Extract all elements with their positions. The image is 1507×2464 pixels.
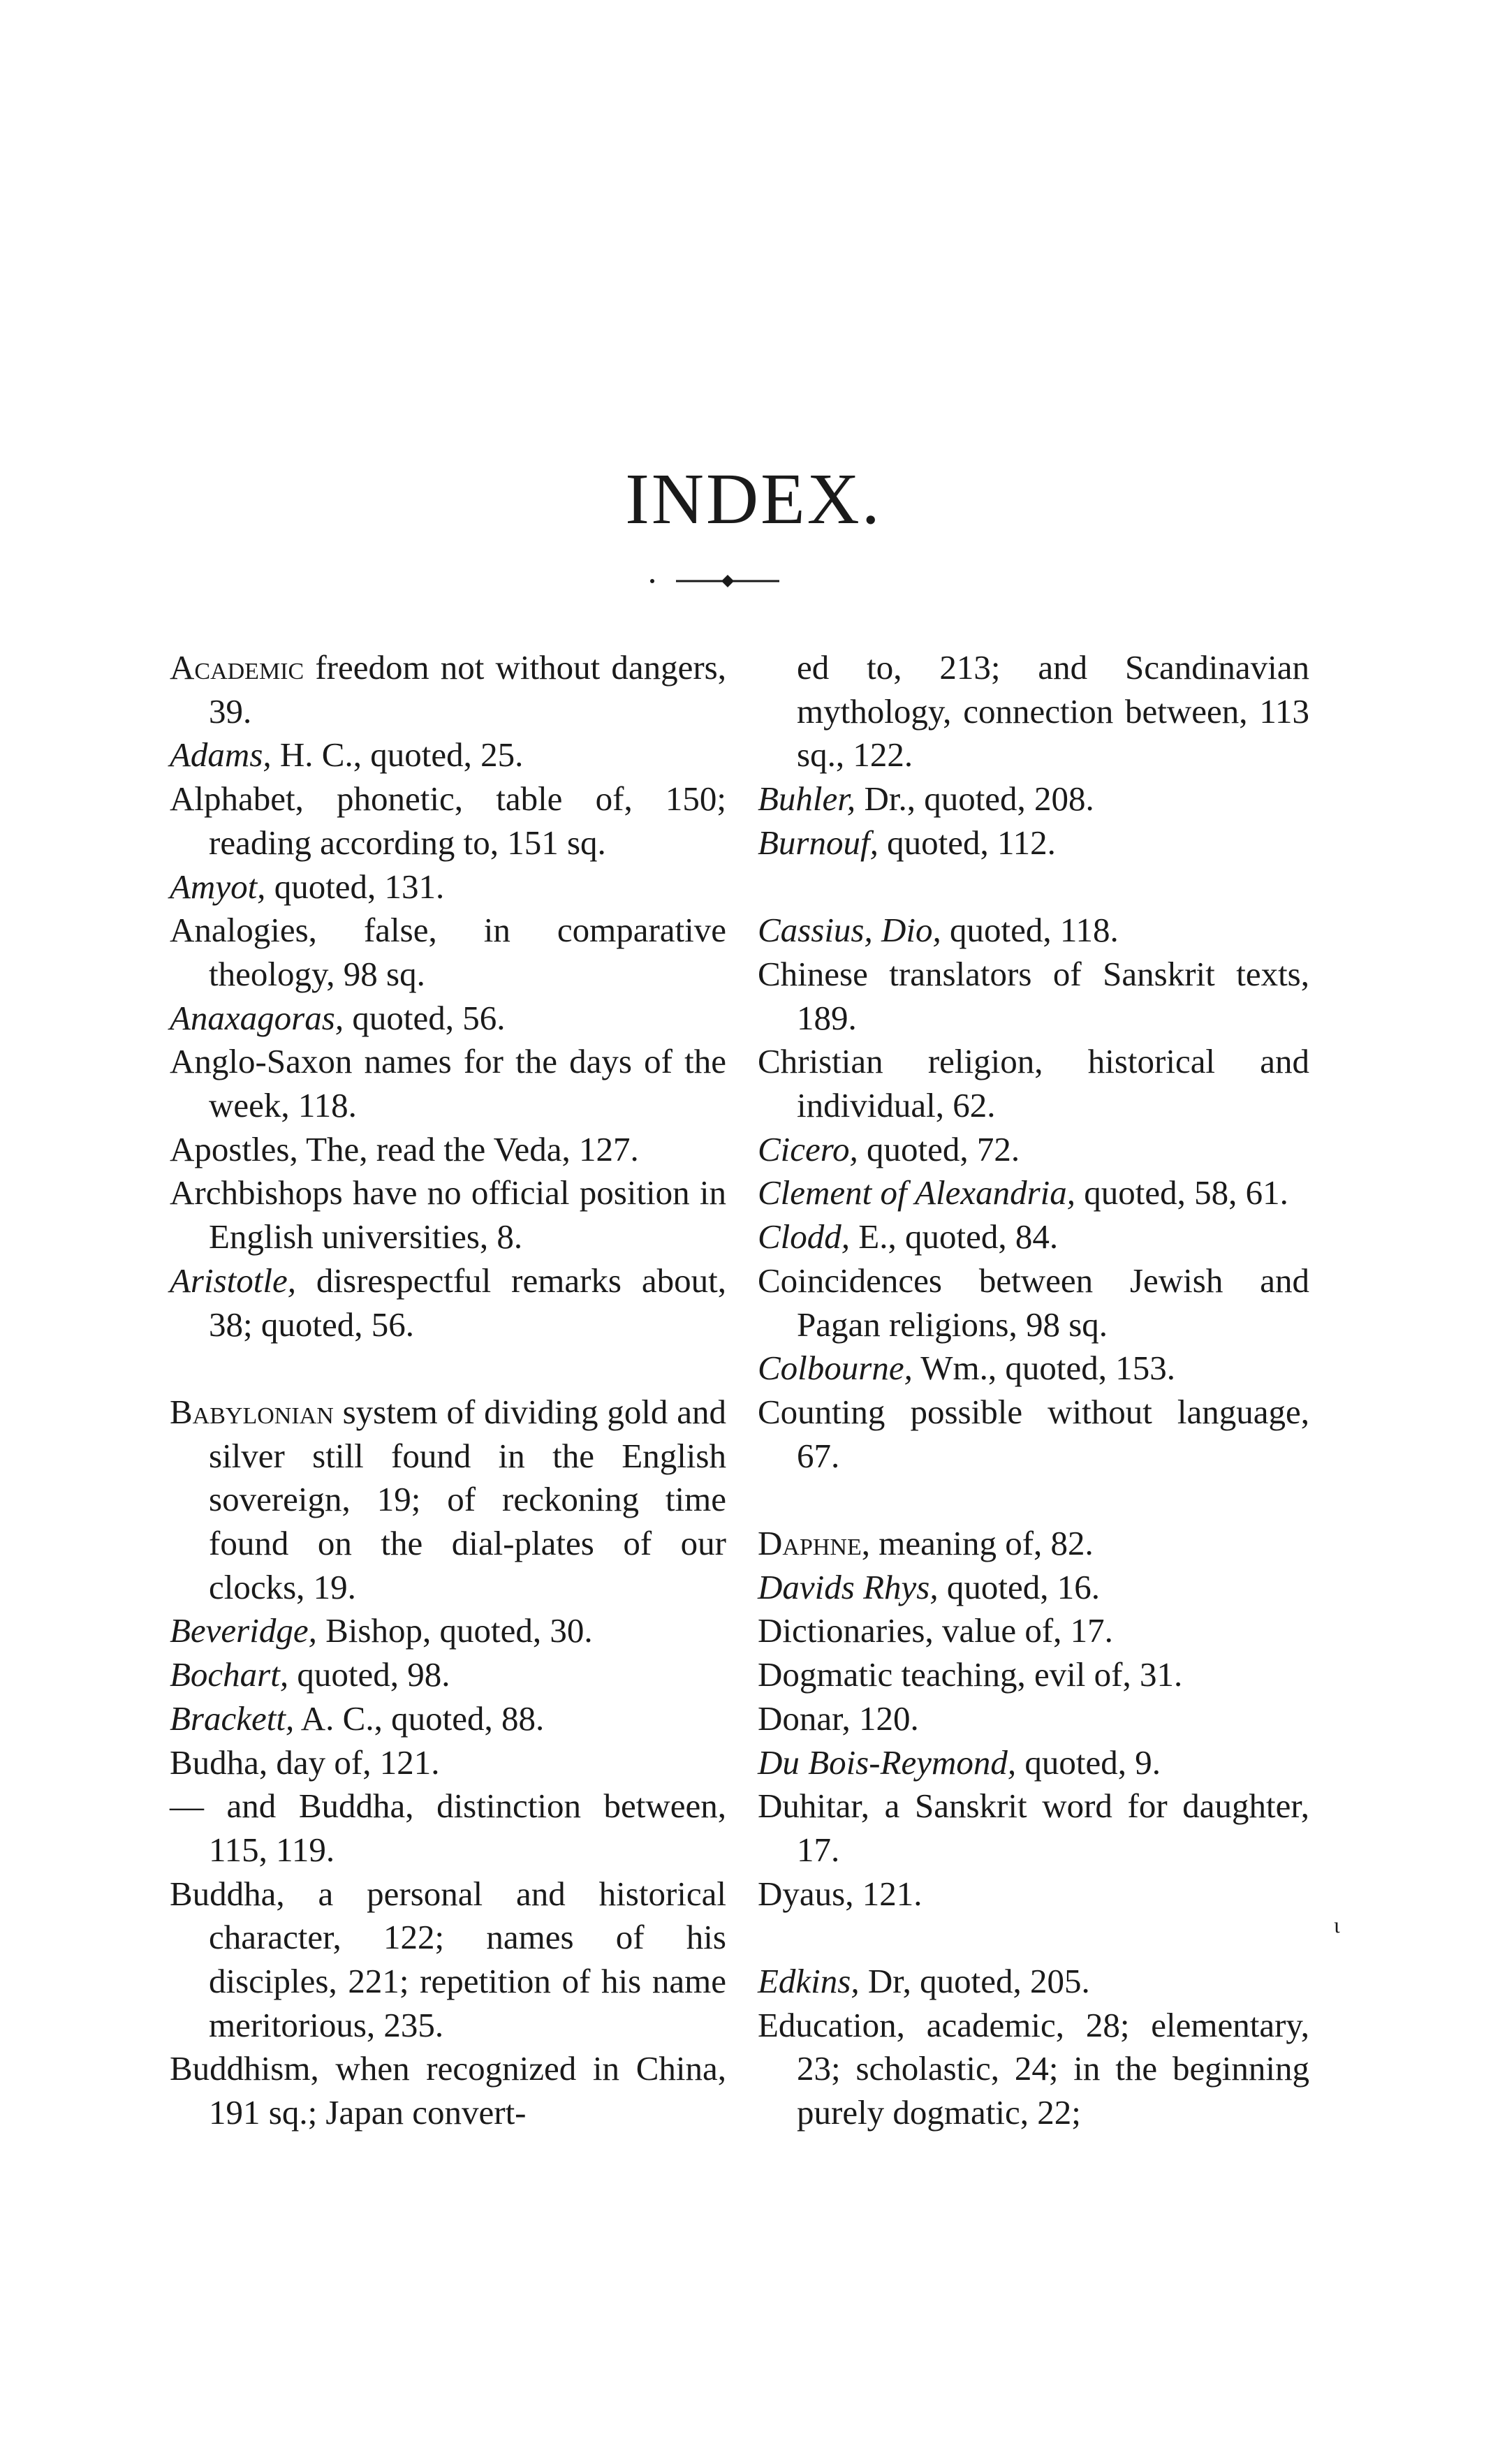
entry-text: H. C., quoted, 25.	[271, 735, 524, 775]
entry-text: quoted, 72.	[858, 1129, 1020, 1168]
index-entry	[758, 2004, 1309, 2135]
index-entry	[170, 1653, 726, 1697]
entry-heading: Clement of Alexandria,	[758, 1173, 1075, 1212]
entry-heading: Davids Rhys,	[758, 1567, 939, 1606]
index-entry	[758, 1040, 1309, 1127]
entry-text: system of dividing gold and silver still found in the English sovereign, 19; of reckoning time found on the dial-plates of our clocks, 19.	[209, 1392, 726, 1606]
entry-heading: Buhler,	[758, 779, 856, 819]
entry-heading: Colbourne,	[758, 1349, 913, 1388]
entry-text: quoted, 9.	[1016, 1743, 1161, 1782]
entry-text: quoted, 56.	[344, 998, 506, 1037]
entry-text: Apostles, The, read the Veda, 127.	[170, 1129, 639, 1168]
index-entry	[758, 1741, 1309, 1785]
entry-text: Alphabet, phonetic, table of, 150; reading according to, 151 sq.	[170, 779, 726, 862]
entry-heading: Adams,	[170, 735, 272, 775]
entry-text: A. C., quoted, 88.	[294, 1699, 545, 1738]
entry-heading: Burnouf,	[758, 823, 879, 862]
page-title: INDEX.	[625, 459, 882, 539]
entry-gap	[758, 1916, 1309, 1960]
index-entry	[170, 777, 726, 865]
entry-heading: Anaxagoras,	[170, 998, 344, 1037]
entry-text: Buddhism, when recognized in China, 191 sq.; Japan convert-	[170, 2049, 726, 2132]
entry-gap	[758, 865, 1309, 909]
entry-text: Dr, quoted, 205.	[859, 1962, 1090, 2001]
entry-text: freedom not without dangers, 39.	[209, 648, 726, 731]
entry-heading: Babylonian	[170, 1392, 334, 1431]
index-entry	[758, 1347, 1309, 1391]
index-entry	[758, 1960, 1309, 2004]
index-entry	[758, 1215, 1309, 1259]
index-entry	[170, 909, 726, 996]
index-entry	[758, 1522, 1309, 1566]
index-entry	[758, 1784, 1309, 1872]
entry-heading: Academic	[170, 648, 304, 687]
entry-text: Dogmatic teaching, evil of, 31.	[758, 1655, 1183, 1694]
index-entry	[758, 1566, 1309, 1610]
entry-text: quoted, 112.	[878, 823, 1056, 862]
index-entry	[758, 1697, 1309, 1741]
index-entry	[170, 1872, 726, 2048]
index-entry	[170, 1697, 726, 1741]
entry-text: quoted, 131.	[265, 867, 445, 906]
entry-text: Archbishops have no official position in English universities, 8.	[170, 1173, 726, 1256]
index-entry	[758, 777, 1309, 821]
index-entry	[170, 646, 726, 733]
entry-text: Christian religion, historical and individual, 62.	[758, 1042, 1309, 1125]
index-entry	[758, 1609, 1309, 1653]
index-entry	[758, 821, 1309, 865]
entry-text: Donar, 120.	[758, 1699, 919, 1738]
index-entry	[170, 997, 726, 1041]
entry-heading: Amyot,	[170, 867, 266, 906]
right-column	[758, 646, 1309, 2135]
index-entry	[170, 1040, 726, 1127]
index-entry	[758, 1391, 1309, 1478]
entry-text: E., quoted, 84.	[850, 1217, 1059, 1256]
index-entry	[170, 1784, 726, 1872]
entry-text: Chinese translators of Sanskrit texts, 189.	[758, 954, 1309, 1037]
index-entry	[758, 646, 1309, 777]
index-entry	[170, 733, 726, 777]
index-entry	[758, 1128, 1309, 1172]
entry-text: Analogies, false, in comparative theology, 98 sq.	[170, 911, 726, 993]
index-entry	[758, 909, 1309, 953]
index-entry	[170, 1391, 726, 1610]
index-entry	[758, 1259, 1309, 1347]
entry-text: ed to, 213; and Scandinavian mythology, connection between, 113 sq., 122.	[797, 648, 1309, 775]
entry-gap	[758, 1478, 1309, 1522]
ornament-dot	[650, 579, 654, 583]
index-entry	[758, 1653, 1309, 1697]
entry-heading: Aristotle,	[170, 1261, 297, 1300]
entry-heading: Bochart,	[170, 1655, 289, 1694]
entry-text: Buddha, a personal and historical character, 122; names of his disciples, 221; repetition of his name meritorious, 235.	[170, 1874, 726, 2044]
entry-text: Dyaus, 121.	[758, 1874, 922, 1913]
index-entry	[170, 1609, 726, 1653]
entry-text: Coincidences between Jewish and Pagan religions, 98 sq.	[758, 1261, 1309, 1344]
entry-text: disrespectful remarks about, 38; quoted, 56.	[209, 1261, 726, 1344]
entry-text: quoted, 16.	[938, 1567, 1100, 1606]
entry-heading: Cassius, Dio,	[758, 911, 941, 950]
entry-heading: Beveridge,	[170, 1611, 317, 1650]
index-entry	[170, 1259, 726, 1347]
entry-text: Bishop, quoted, 30.	[316, 1611, 593, 1650]
entry-heading: Daphne,	[758, 1524, 870, 1563]
index-entry	[758, 1171, 1309, 1215]
entry-gap	[170, 1347, 726, 1391]
stray-mark: ι	[1334, 1912, 1340, 1937]
index-entry	[170, 2047, 726, 2134]
entry-text: quoted, 58, 61.	[1075, 1173, 1288, 1212]
title-ornament	[649, 573, 803, 589]
index-entry	[170, 865, 726, 909]
entry-text: Duhitar, a Sanskrit word for daughter, 17.	[758, 1787, 1309, 1869]
entry-heading: Brackett,	[170, 1699, 295, 1738]
left-column	[170, 646, 726, 2135]
index-entry	[758, 1872, 1309, 1916]
entry-text: — and Buddha, distinction between, 115, 119.	[170, 1787, 726, 1869]
entry-text: Budha, day of, 121.	[170, 1743, 440, 1782]
entry-text: meaning of, 82.	[869, 1524, 1094, 1563]
entry-heading: Cicero,	[758, 1129, 858, 1168]
index-entry	[170, 1171, 726, 1259]
entry-text: Wm., quoted, 153.	[912, 1349, 1175, 1388]
entry-text: Anglo-Saxon names for the days of the week, 118.	[170, 1042, 726, 1125]
entry-heading: Edkins,	[758, 1962, 860, 2001]
index-entry	[170, 1128, 726, 1172]
entry-text: quoted, 118.	[941, 911, 1119, 950]
entry-text: Education, academic, 28; elementary, 23; scholastic, 24; in the beginning purely dogmatic, 22;	[758, 2005, 1309, 2132]
index-entry	[758, 953, 1309, 1040]
index-entry	[170, 1741, 726, 1785]
entry-heading: Du Bois-Reymond,	[758, 1743, 1017, 1782]
entry-text: Dr., quoted, 208.	[855, 779, 1094, 819]
entry-text: quoted, 98.	[288, 1655, 450, 1694]
entry-text: Dictionaries, value of, 17.	[758, 1611, 1113, 1650]
entry-text: Counting possible without language, 67.	[758, 1392, 1309, 1475]
entry-heading: Clodd,	[758, 1217, 851, 1256]
